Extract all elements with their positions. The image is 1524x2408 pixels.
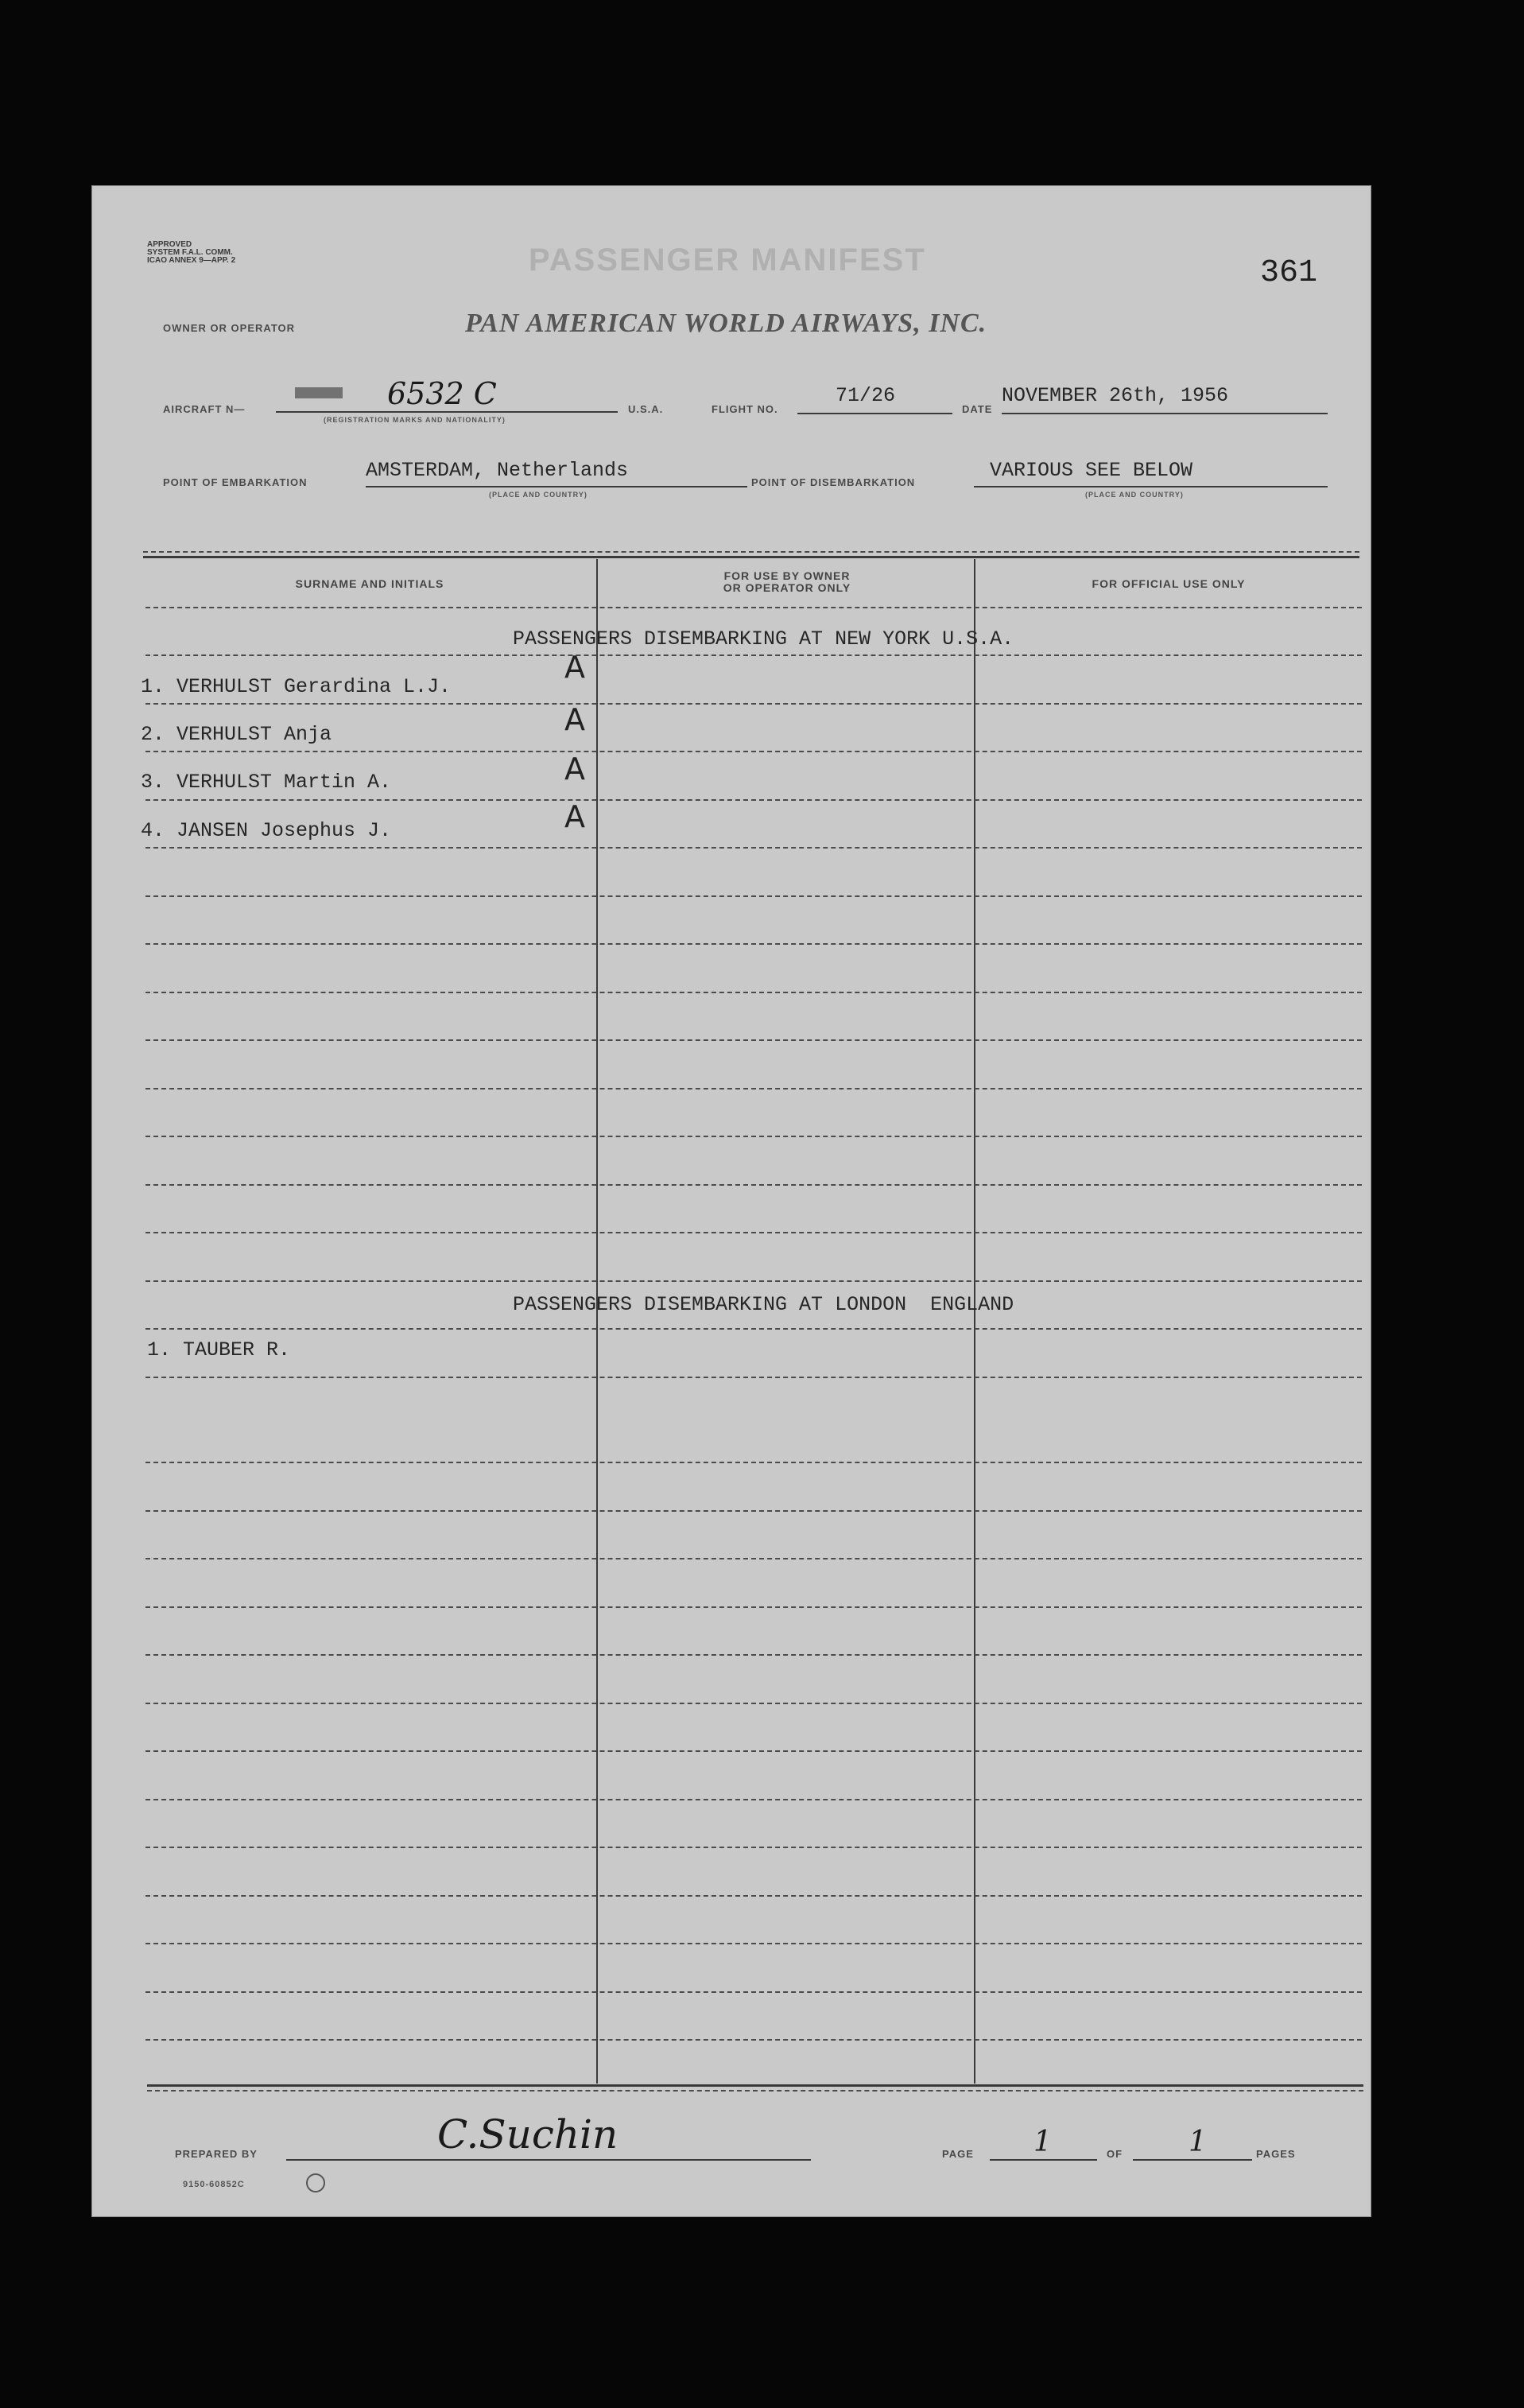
embark-label: POINT OF EMBARKATION xyxy=(163,476,308,488)
ruled-line xyxy=(145,1462,1362,1463)
ruled-line xyxy=(145,1703,1362,1704)
passenger-row: 4. JANSEN Josephus J. xyxy=(141,819,392,842)
ruled-line xyxy=(145,943,1362,945)
handwritten-mark: A xyxy=(564,799,585,834)
printer-seal-icon xyxy=(306,2173,325,2192)
approval-line: APPROVED xyxy=(147,240,192,249)
column-divider xyxy=(974,559,975,2084)
passenger-row: 2. VERHULST Anja xyxy=(141,723,332,746)
ruled-line xyxy=(145,992,1362,993)
ruled-line xyxy=(145,1510,1362,1512)
manifest-sheet xyxy=(91,185,1371,2217)
page-value: 1 xyxy=(1033,2126,1052,2158)
ruled-line xyxy=(145,1654,1362,1656)
owner-value: PAN AMERICAN WORLD AIRWAYS, INC. xyxy=(465,309,987,338)
column-divider xyxy=(596,559,598,2084)
ruled-line xyxy=(145,1799,1362,1800)
prepared-by-field xyxy=(286,2110,811,2161)
struck-out-text xyxy=(295,387,343,398)
approval-stamp xyxy=(147,241,235,265)
flight-value: 71/26 xyxy=(836,384,896,407)
ruled-line xyxy=(145,1750,1362,1752)
country-label: U.S.A. xyxy=(628,403,664,415)
flight-field xyxy=(797,384,952,414)
aircraft-label: AIRCRAFT N— xyxy=(163,403,246,415)
aircraft-field xyxy=(276,376,618,413)
ruled-line xyxy=(145,751,1362,752)
owner-label: OWNER OR OPERATOR xyxy=(163,322,296,334)
stamped-page-number: 361 xyxy=(1260,255,1318,291)
disembark-field xyxy=(974,459,1328,487)
ruled-line xyxy=(145,1847,1362,1848)
flight-label: FLIGHT NO. xyxy=(712,403,778,415)
column-header-line: FOR USE BY OWNER xyxy=(723,569,851,582)
column-header-official-use: FOR OFFICIAL USE ONLY xyxy=(1092,577,1246,590)
date-label: DATE xyxy=(962,403,993,415)
disembark-label: POINT OF DISEMBARKATION xyxy=(751,476,916,488)
ruled-line xyxy=(145,895,1362,897)
table-bottom-border xyxy=(147,2084,1363,2087)
form-code: 9150-60852C xyxy=(183,2180,245,2189)
column-header-owner-use xyxy=(600,570,974,594)
aircraft-value: 6532 C xyxy=(387,376,497,411)
embark-value: AMSTERDAM, Netherlands xyxy=(366,459,629,482)
of-value: 1 xyxy=(1189,2126,1207,2158)
embark-field xyxy=(366,459,747,487)
ruled-line xyxy=(145,1088,1362,1089)
disembark-value: VARIOUS SEE BELOW xyxy=(990,459,1193,482)
ruled-line xyxy=(145,1328,1362,1330)
ruled-line xyxy=(145,1184,1362,1186)
ruled-line xyxy=(145,799,1362,801)
handwritten-mark: A xyxy=(564,650,585,685)
prepared-by-label: PREPARED BY xyxy=(175,2148,258,2160)
section-heading-london: PASSENGERS DISEMBARKING AT LONDON ENGLAND xyxy=(513,1293,1014,1316)
ruled-line xyxy=(145,2039,1362,2041)
ruled-line xyxy=(145,1280,1362,1282)
handwritten-mark: A xyxy=(564,752,585,786)
ruled-line xyxy=(145,1606,1362,1608)
passenger-row: 3. VERHULST Martin A. xyxy=(141,771,392,794)
disembark-caption: (PLACE AND COUNTRY) xyxy=(1085,491,1184,499)
column-header-surname: SURNAME AND INITIALS xyxy=(295,577,444,590)
registration-caption: (REGISTRATION MARKS AND NATIONALITY) xyxy=(324,416,506,424)
ruled-line xyxy=(145,1895,1362,1897)
section-heading-new-york: PASSENGERS DISEMBARKING AT NEW YORK U.S.A. xyxy=(513,627,1014,651)
page-field xyxy=(990,2126,1097,2161)
table-top-border xyxy=(143,556,1359,558)
ruled-line xyxy=(145,1136,1362,1137)
ruled-line xyxy=(145,654,1362,656)
date-value: NOVEMBER 26th, 1956 xyxy=(1002,384,1229,407)
signature: C.Suchin xyxy=(437,2111,619,2157)
table-bottom-border xyxy=(147,2090,1363,2091)
ruled-line xyxy=(145,847,1362,849)
passenger-row: 1. TAUBER R. xyxy=(147,1338,291,1361)
approval-line: SYSTEM F.A.L. COMM. xyxy=(147,248,233,257)
ruled-line xyxy=(145,703,1362,705)
date-field xyxy=(1002,384,1328,414)
ruled-line xyxy=(145,1943,1362,1944)
embark-caption: (PLACE AND COUNTRY) xyxy=(489,491,587,499)
table-top-border xyxy=(143,551,1359,553)
of-field xyxy=(1133,2126,1252,2161)
of-label: OF xyxy=(1107,2148,1123,2160)
ruled-line xyxy=(145,1991,1362,1993)
ruled-line xyxy=(145,607,1362,608)
handwritten-mark: A xyxy=(564,702,585,737)
ruled-line xyxy=(145,1039,1362,1041)
passenger-row: 1. VERHULST Gerardina L.J. xyxy=(141,675,452,698)
ruled-line xyxy=(145,1558,1362,1559)
column-header-line: OR OPERATOR ONLY xyxy=(723,581,851,594)
pages-label: PAGES xyxy=(1256,2148,1296,2160)
ruled-line xyxy=(145,1232,1362,1233)
approval-line: ICAO ANNEX 9—APP. 2 xyxy=(147,256,236,265)
page-label: PAGE xyxy=(942,2148,974,2160)
form-title: PASSENGER MANIFEST xyxy=(529,243,926,278)
ruled-line xyxy=(145,1377,1362,1378)
